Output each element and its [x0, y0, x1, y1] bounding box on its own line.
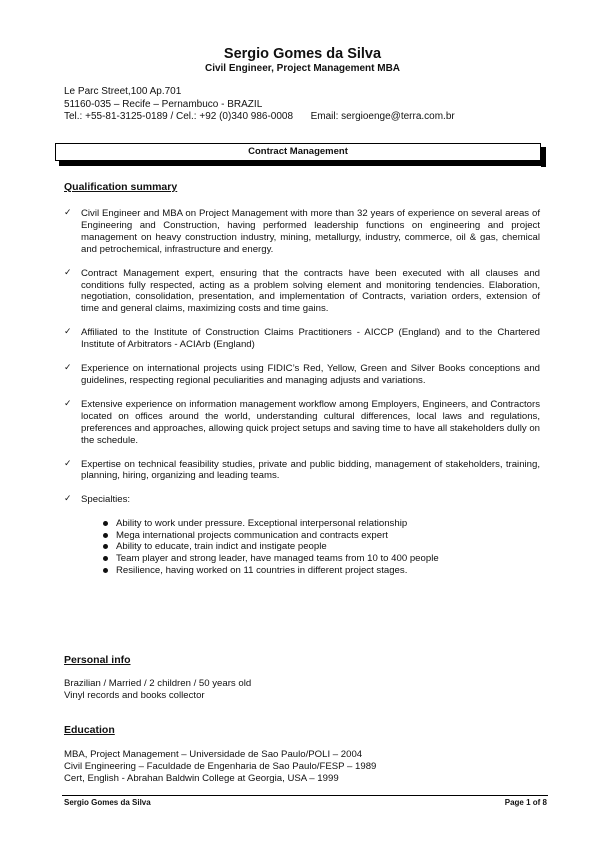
qualification-item	[64, 208, 540, 256]
specialty-text: Resilience, having worked on 11 countries in different project stages.	[116, 564, 408, 576]
specialty-text: Mega international projects communication and contracts expert	[116, 529, 388, 541]
checkmark-icon: ✓	[64, 327, 72, 338]
specialty-item	[81, 565, 540, 577]
bullet-icon	[103, 533, 108, 538]
bullet-icon	[103, 568, 108, 573]
education-line: Cert, English - Abrahan Baldwin College at Georgia, USA – 1999	[64, 773, 339, 784]
qualification-text: Contract Management expert, ensuring that the contracts have been executed with all clauses and conditions fully respected, acting as a problem solving element and monitoring tendencies. Elaboration, negotiation, consolidation, presentation, and implementation of Contracts, variation orders, extension of time and general claims, maximizing costs and time gains.	[81, 267, 540, 315]
candidate-name: Sergio Gomes da Silva	[223, 46, 382, 62]
bullet-icon	[103, 556, 108, 561]
specialty-item	[81, 518, 540, 530]
specialties-list	[81, 518, 540, 576]
checkmark-icon: ✓	[64, 363, 72, 374]
checkmark-icon: ✓	[64, 494, 72, 505]
personal-info-block	[64, 678, 251, 702]
qualification-text: Civil Engineer and MBA on Project Management with more than 32 years of experience on several areas of Engineering and Construction, having performed leadership functions on engineering and project management on heavy construction industry, mining, metallurgy, industry, commerce, oil & gas, chemical and petrochemical, infrastructure and energy.	[81, 208, 540, 255]
qualification-item	[64, 459, 540, 483]
footer-author: Sergio Gomes da Silva	[64, 798, 151, 807]
checkmark-icon: ✓	[64, 208, 72, 218]
education-line: Civil Engineering – Faculdade de Engenharia de Sao Paulo/FESP – 1989	[64, 761, 377, 772]
bullet-icon	[103, 521, 108, 526]
phone-email-line	[64, 111, 455, 124]
address-line-1: Le Parc Street,100 Ap.701	[64, 86, 182, 97]
footer-divider	[62, 795, 548, 796]
specialty-item	[81, 530, 540, 542]
contact-block	[64, 86, 455, 124]
qualification-heading: Qualification summary	[64, 181, 178, 193]
address-line-2: 51160-035 – Recife – Pernambuco - BRAZIL	[64, 98, 263, 110]
banner-shadow-bottom	[59, 161, 546, 166]
qualification-text: Extensive experience on information management workflow among Employers, Engineers, and Contractors located on offices around the world, understanding cultural differences, local laws and regulations, preferences and approaches, allowing quick project setups and saving time to have all stakeholders dully on the schedule.	[81, 398, 540, 446]
specialties-item	[64, 494, 540, 576]
qualification-item	[64, 363, 540, 387]
qualification-item	[64, 268, 540, 316]
specialty-text: Ability to work under pressure. Exceptional interpersonal relationship	[116, 518, 408, 530]
education-block	[64, 749, 376, 785]
candidate-title: Civil Engineer, Project Management MBA	[204, 63, 401, 74]
checkmark-icon: ✓	[64, 458, 72, 469]
qualification-list	[64, 208, 540, 588]
qualification-item	[64, 327, 540, 351]
qualification-text: Affiliated to the Institute of Construction Claims Practitioners - AICCP (England) and to the Chartered Institute of Arbitrators - ACIArb (England)	[81, 327, 540, 351]
specialties-label: Specialties:	[81, 494, 131, 506]
phone-numbers: Tel.: +55-81-3125-0189 / Cel.: +92 (0)340 986-0008	[64, 111, 294, 122]
education-line: MBA, Project Management – Universidade de Sao Paulo/POLI – 2004	[64, 749, 363, 760]
qualification-text: Expertise on technical feasibility studies, private and public bidding, management of stakeholders, training, planning, hiring, organizing and leading teams.	[81, 458, 540, 482]
specialty-text: Team player and strong leader, have managed teams from 10 to 400 people	[116, 553, 439, 564]
personal-info-heading: Personal info	[64, 654, 131, 666]
education-heading: Education	[64, 724, 115, 736]
email-address: Email: sergioenge@terra.com.br	[310, 111, 455, 122]
specialty-text: Ability to educate, train indict and instigate people	[116, 541, 327, 553]
personal-info-line: Brazilian / Married / 2 children / 50 years old	[64, 678, 252, 689]
section-banner: Contract Management	[55, 143, 541, 161]
footer-page-number: Page 1 of 8	[504, 798, 547, 807]
personal-info-line: Vinyl records and books collector	[64, 690, 205, 701]
specialty-item	[81, 553, 540, 565]
specialty-item	[81, 541, 540, 553]
checkmark-icon: ✓	[64, 398, 72, 409]
bullet-icon	[103, 544, 108, 549]
qualification-item	[64, 399, 540, 447]
qualification-text: Experience on international projects using FIDIC’s Red, Yellow, Green and Silver Books conceptions and guidelines, respecting regional peculiarities and managing adjusts and variations.	[81, 363, 540, 386]
checkmark-icon: ✓	[64, 267, 72, 278]
